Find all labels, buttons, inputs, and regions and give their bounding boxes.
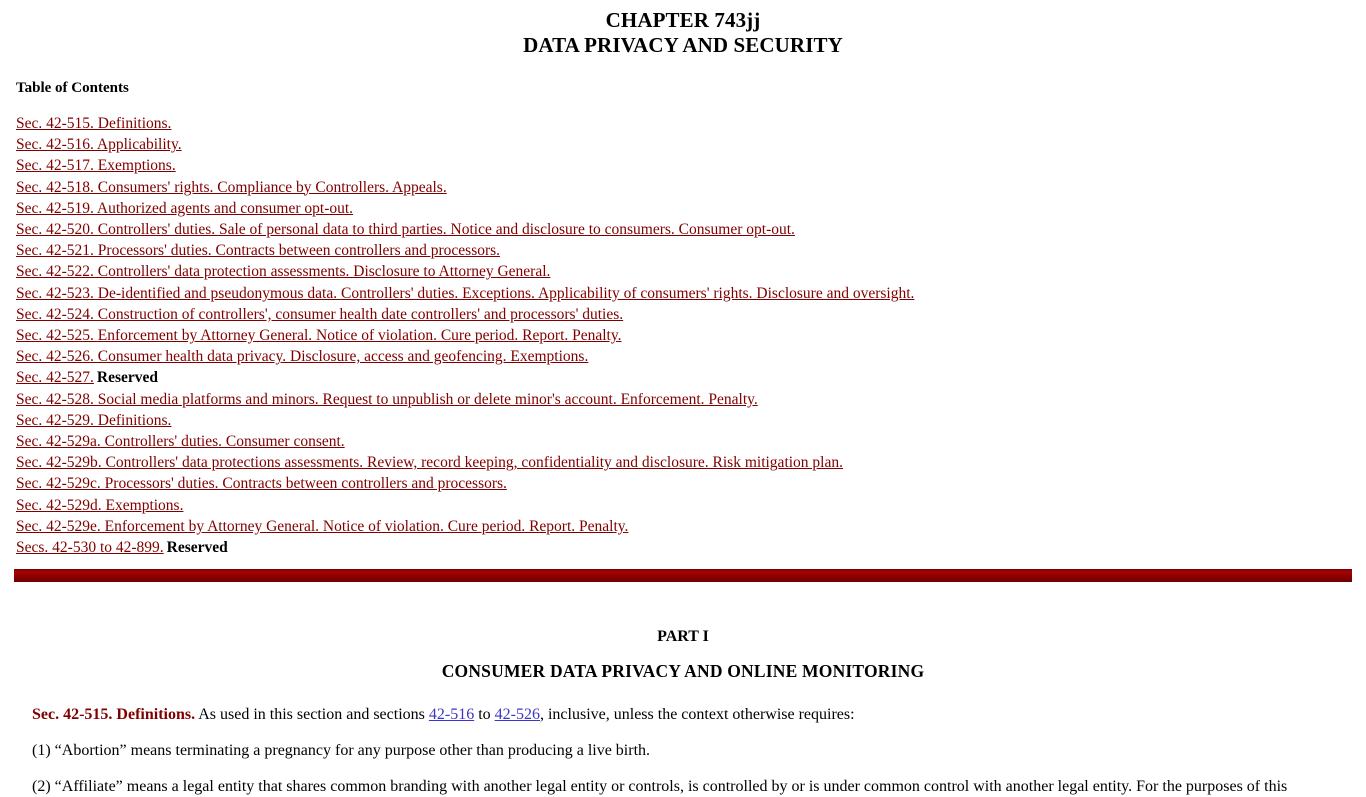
toc-reserved-label: Reserved	[166, 539, 228, 557]
chapter-number: CHAPTER 743jj	[605, 8, 761, 32]
toc-item	[16, 155, 1350, 176]
toc-item	[16, 198, 1350, 219]
toc-item	[16, 473, 1350, 494]
section-515-intro	[16, 705, 1350, 740]
toc-reserved-label: Reserved	[96, 369, 159, 387]
toc-link[interactable]: Sec. 42-516. Applicability.	[16, 136, 182, 154]
toc-item	[16, 537, 1350, 558]
toc-item	[16, 325, 1350, 346]
section-lead-label: Sec. 42-515. Definitions.	[32, 706, 196, 724]
toc-item	[16, 177, 1350, 198]
toc-link[interactable]: Sec. 42-529e. Enforcement by Attorney General. Notice of violation. Cure period. Report. Penalty.	[16, 517, 629, 535]
toc-item	[16, 283, 1350, 304]
part-number: PART I	[657, 628, 709, 646]
toc-link[interactable]: Sec. 42-524. Construction of controllers', consumer health date controllers' and processors' duties.	[16, 305, 624, 323]
toc-link[interactable]: Sec. 42-522. Controllers' data protection assessments. Disclosure to Attorney General.	[16, 263, 551, 281]
toc-link[interactable]: Sec. 42-515. Definitions.	[16, 115, 172, 132]
table-of-contents	[0, 79, 1366, 558]
toc-item	[16, 495, 1350, 516]
toc-item	[16, 346, 1350, 367]
definition-paragraph-1: (1) “Abortion” means terminating a pregnancy for any purpose other than producing a live birth.	[32, 742, 651, 760]
intro-text-mid: to	[474, 706, 495, 724]
toc-link[interactable]: Sec. 42-529a. Controllers' duties. Consumer consent.	[16, 433, 345, 451]
section-divider-bar	[14, 569, 1352, 582]
toc-item	[16, 219, 1350, 240]
toc-link[interactable]: Sec. 42-529. Definitions.	[16, 411, 172, 429]
toc-item	[16, 410, 1350, 431]
section-body	[0, 705, 1366, 797]
toc-item	[16, 134, 1350, 155]
intro-text-before: As used in this section and sections	[195, 706, 429, 724]
toc-link[interactable]: Sec. 42-526. Consumer health data privacy. Disclosure, access and geofencing. Exemptions.	[16, 348, 589, 366]
toc-link[interactable]: Sec. 42-519. Authorized agents and consumer opt-out.	[16, 199, 354, 217]
toc-item	[16, 240, 1350, 261]
toc-link[interactable]: Sec. 42-523. De-identified and pseudonymous data. Controllers' duties. Exceptions. Applicability of consumers' rights. Disclosure and oversight.	[16, 284, 915, 302]
section-link-42-516[interactable]: 42-516	[428, 706, 475, 724]
toc-link[interactable]: Sec. 42-527.	[16, 369, 94, 387]
toc-item	[16, 431, 1350, 452]
chapter-title: DATA PRIVACY AND SECURITY	[523, 33, 843, 57]
toc-link[interactable]: Sec. 42-525. Enforcement by Attorney General. Notice of violation. Cure period. Report. Penalty.	[16, 327, 622, 345]
section-link-42-526[interactable]: 42-526	[494, 706, 540, 724]
toc-item	[16, 261, 1350, 282]
toc-item	[16, 367, 1350, 388]
toc-link[interactable]: Sec. 42-517. Exemptions.	[16, 157, 176, 175]
toc-item	[16, 113, 1350, 134]
toc-item	[16, 452, 1350, 473]
intro-text-after: , inclusive, unless the context otherwise requires:	[539, 706, 855, 724]
toc-list	[16, 113, 1350, 558]
toc-link[interactable]: Sec. 42-529d. Exemptions.	[16, 496, 184, 514]
toc-link[interactable]: Sec. 42-528. Social media platforms and minors. Request to unpublish or delete minor's account. Enforcement. Penalty.	[16, 390, 758, 408]
definition-paragraph-2: (2) “Affiliate” means a legal entity that shares common branding with another legal entity or controls, is controlled by or is under common control with another legal entity. For the purposes of this	[32, 778, 1288, 796]
toc-link[interactable]: Sec. 42-520. Controllers' duties. Sale of personal data to third parties. Notice and disclosure to consumers. Consumer opt-out.	[16, 221, 795, 239]
toc-item	[16, 516, 1350, 537]
part-title: CONSUMER DATA PRIVACY AND ONLINE MONITORING	[441, 661, 925, 682]
toc-link[interactable]: Sec. 42-529c. Processors' duties. Contracts between controllers and processors.	[16, 475, 507, 493]
toc-link[interactable]: Sec. 42-521. Processors' duties. Contracts between controllers and processors.	[16, 242, 501, 260]
toc-link[interactable]: Sec. 42-518. Consumers' rights. Compliance by Controllers. Appeals.	[16, 178, 447, 196]
toc-link[interactable]: Secs. 42-530 to 42-899.	[16, 539, 164, 557]
toc-heading: Table of Contents	[16, 80, 129, 96]
toc-item	[16, 389, 1350, 410]
toc-link[interactable]: Sec. 42-529b. Controllers' data protections assessments. Review, record keeping, confidentiality and disclosure. Risk mitigation plan.	[16, 454, 843, 472]
chapter-heading	[0, 0, 1366, 58]
toc-item	[16, 304, 1350, 325]
